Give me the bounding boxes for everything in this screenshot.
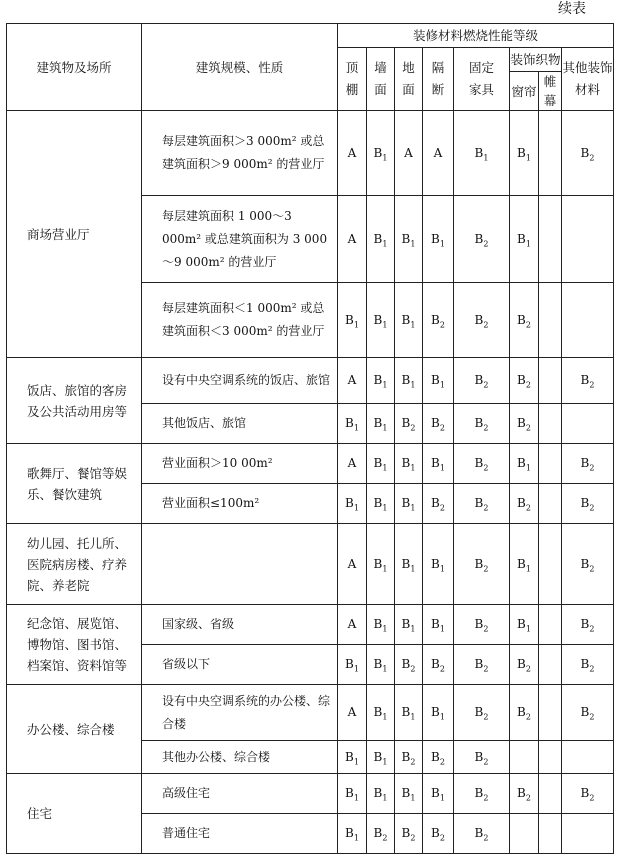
header-scale: 建筑规模、性质 <box>142 24 338 111</box>
grade-cell: $B_1$ <box>395 605 423 645</box>
grade-cell: $B_2$ <box>395 645 423 685</box>
grade-cell: $B_2$ <box>510 484 539 524</box>
grade-cell <box>510 741 539 774</box>
grade-cell: $B_1$ <box>338 774 367 814</box>
grade-cell: A <box>338 196 367 283</box>
grade-cell: $B_2$ <box>562 111 614 196</box>
grade-cell: $B_1$ <box>423 358 454 404</box>
grade-cell <box>510 814 539 854</box>
grade-cell <box>539 404 562 444</box>
grade-cell: A <box>338 605 367 645</box>
header-curtain: 窗帘 <box>510 72 539 111</box>
table-row <box>7 524 614 605</box>
header-wall: 墙 面 <box>367 48 395 111</box>
grade-cell <box>539 645 562 685</box>
grade-cell <box>539 444 562 484</box>
grade-cell <box>562 814 614 854</box>
grade-cell: $B_2$ <box>454 283 510 358</box>
grade-cell: $B_1$ <box>367 741 395 774</box>
grade-cell: $B_2$ <box>454 814 510 854</box>
grade-cell: A <box>395 111 423 196</box>
grade-cell: $B_2$ <box>454 645 510 685</box>
grade-cell: $B_1$ <box>423 774 454 814</box>
grade-cell: $B_2$ <box>423 484 454 524</box>
grade-cell: $B_1$ <box>367 196 395 283</box>
grade-cell: $B_1$ <box>367 685 395 741</box>
grade-cell: $B_2$ <box>454 196 510 283</box>
fire-rating-table <box>6 23 614 854</box>
scale-cell: 其他饭店、旅馆 <box>142 404 338 444</box>
grade-cell: $B_1$ <box>367 605 395 645</box>
grade-cell: $B_2$ <box>562 358 614 404</box>
grade-cell: $B_2$ <box>562 605 614 645</box>
grade-cell <box>539 741 562 774</box>
header-partition: 隔 断 <box>423 48 454 111</box>
header-row-1 <box>7 24 614 48</box>
header-drape: 帷幕 <box>539 72 562 111</box>
grade-cell: $B_2$ <box>454 741 510 774</box>
grade-cell <box>539 524 562 605</box>
grade-cell: $B_2$ <box>367 814 395 854</box>
scale-cell: 普通住宅 <box>142 814 338 854</box>
grade-cell: $B_2$ <box>423 404 454 444</box>
building-type-cell: 住宅 <box>7 774 142 854</box>
scale-cell <box>142 524 338 605</box>
grade-cell: $B_2$ <box>562 524 614 605</box>
grade-cell: $B_2$ <box>395 814 423 854</box>
grade-cell <box>562 283 614 358</box>
grade-cell <box>539 111 562 196</box>
scale-cell: 高级住宅 <box>142 774 338 814</box>
scale-cell: 省级以下 <box>142 645 338 685</box>
grade-cell: $B_1$ <box>367 358 395 404</box>
grade-cell: $B_2$ <box>395 404 423 444</box>
building-type-cell: 纪念馆、展览馆、博物馆、图书馆、档案馆、资料馆等 <box>7 605 142 685</box>
table-row <box>7 111 614 196</box>
grade-cell: $B_1$ <box>395 444 423 484</box>
grade-cell: $B_2$ <box>454 605 510 645</box>
grade-cell: $B_1$ <box>510 111 539 196</box>
grade-cell: $B_2$ <box>423 741 454 774</box>
grade-cell: $B_1$ <box>510 524 539 605</box>
grade-cell: $B_1$ <box>395 524 423 605</box>
grade-cell: $B_2$ <box>510 358 539 404</box>
header-floor: 地 面 <box>395 48 423 111</box>
grade-cell: $B_2$ <box>510 685 539 741</box>
grade-cell: $B_2$ <box>423 283 454 358</box>
grade-cell: $B_1$ <box>338 645 367 685</box>
grade-cell <box>539 283 562 358</box>
grade-cell: $B_1$ <box>423 444 454 484</box>
grade-cell: $B_1$ <box>367 111 395 196</box>
grade-cell: $B_2$ <box>423 645 454 685</box>
grade-cell: $B_2$ <box>454 524 510 605</box>
grade-cell: $B_1$ <box>367 283 395 358</box>
grade-cell: $B_2$ <box>454 685 510 741</box>
grade-cell: $B_2$ <box>562 645 614 685</box>
table-row <box>7 685 614 741</box>
grade-cell: A <box>338 111 367 196</box>
grade-cell: $B_1$ <box>395 283 423 358</box>
scale-cell: 营业面积≤100m² <box>142 484 338 524</box>
scale-cell: 营业面积＞10 00m² <box>142 444 338 484</box>
grade-cell: $B_2$ <box>562 774 614 814</box>
grade-cell: A <box>338 444 367 484</box>
grade-cell: $B_1$ <box>338 404 367 444</box>
table-row <box>7 444 614 484</box>
grade-cell <box>539 814 562 854</box>
grade-cell: $B_2$ <box>510 283 539 358</box>
building-type-cell: 歌舞厅、餐馆等娱乐、餐饮建筑 <box>7 444 142 524</box>
scale-cell: 设有中央空调系统的办公楼、综合楼 <box>142 685 338 741</box>
header-rating-group: 装修材料燃烧性能等级 <box>338 24 614 48</box>
grade-cell <box>562 404 614 444</box>
scale-cell: 其他办公楼、综合楼 <box>142 741 338 774</box>
grade-cell: $B_1$ <box>395 685 423 741</box>
grade-cell: $B_1$ <box>338 283 367 358</box>
grade-cell: $B_2$ <box>423 814 454 854</box>
grade-cell: $B_2$ <box>562 685 614 741</box>
grade-cell: $B_1$ <box>395 484 423 524</box>
grade-cell: A <box>338 358 367 404</box>
scale-cell: 每层建筑面积＞3 000m² 或总建筑面积＞9 000m² 的营业厅 <box>142 111 338 196</box>
grade-cell: $B_1$ <box>454 111 510 196</box>
table-body <box>7 111 614 854</box>
grade-cell: $B_2$ <box>510 774 539 814</box>
grade-cell: $B_1$ <box>367 645 395 685</box>
grade-cell: $B_1$ <box>367 484 395 524</box>
grade-cell: $B_2$ <box>454 774 510 814</box>
grade-cell <box>539 774 562 814</box>
grade-cell: $B_1$ <box>367 524 395 605</box>
grade-cell: A <box>338 685 367 741</box>
grade-cell: $B_2$ <box>395 741 423 774</box>
header-textile: 装饰织物 <box>510 48 562 72</box>
building-type-cell: 饭店、旅馆的客房及公共活动用房等 <box>7 358 142 444</box>
grade-cell: $B_1$ <box>510 444 539 484</box>
grade-cell: $B_2$ <box>454 444 510 484</box>
grade-cell <box>562 741 614 774</box>
grade-cell: $B_1$ <box>338 814 367 854</box>
grade-cell: $B_2$ <box>510 645 539 685</box>
grade-cell <box>539 484 562 524</box>
grade-cell: $B_1$ <box>423 196 454 283</box>
building-type-cell: 幼儿园、托儿所、医院病房楼、疗养院、养老院 <box>7 524 142 605</box>
grade-cell: $B_1$ <box>510 605 539 645</box>
header-ceiling: 顶 棚 <box>338 48 367 111</box>
grade-cell: A <box>423 111 454 196</box>
grade-cell: $B_2$ <box>454 484 510 524</box>
grade-cell <box>539 358 562 404</box>
grade-cell <box>539 605 562 645</box>
header-building: 建筑物及场所 <box>7 24 142 111</box>
grade-cell: A <box>338 524 367 605</box>
building-type-cell: 商场营业厅 <box>7 111 142 358</box>
grade-cell: $B_1$ <box>510 196 539 283</box>
building-type-cell: 办公楼、综合楼 <box>7 685 142 774</box>
grade-cell <box>562 196 614 283</box>
grade-cell <box>539 685 562 741</box>
scale-cell: 每层建筑面积 1 000～3 000m² 或总建筑面积为 3 000～9 000m² 的营业厅 <box>142 196 338 283</box>
grade-cell: $B_2$ <box>562 444 614 484</box>
grade-cell: $B_1$ <box>423 605 454 645</box>
table-row <box>7 358 614 404</box>
grade-cell: $B_2$ <box>454 358 510 404</box>
table-caption: 续表 <box>558 1 586 17</box>
grade-cell: $B_1$ <box>338 741 367 774</box>
grade-cell: $B_1$ <box>367 444 395 484</box>
table-row <box>7 605 614 645</box>
grade-cell: $B_1$ <box>395 774 423 814</box>
grade-cell: $B_1$ <box>423 685 454 741</box>
table-row <box>7 774 614 814</box>
scale-cell: 设有中央空调系统的饭店、旅馆 <box>142 358 338 404</box>
grade-cell <box>539 196 562 283</box>
header-other: 其他装饰 材料 <box>562 48 614 111</box>
grade-cell: $B_1$ <box>395 196 423 283</box>
grade-cell: $B_1$ <box>395 358 423 404</box>
header-furniture: 固定 家具 <box>454 48 510 111</box>
grade-cell: $B_1$ <box>423 524 454 605</box>
grade-cell: $B_2$ <box>454 404 510 444</box>
grade-cell: $B_2$ <box>510 404 539 444</box>
scale-cell: 国家级、省级 <box>142 605 338 645</box>
grade-cell: $B_1$ <box>367 774 395 814</box>
scale-cell: 每层建筑面积＜1 000m² 或总建筑面积＜3 000m² 的营业厅 <box>142 283 338 358</box>
grade-cell: $B_1$ <box>367 404 395 444</box>
grade-cell: $B_2$ <box>562 484 614 524</box>
grade-cell: $B_1$ <box>338 484 367 524</box>
